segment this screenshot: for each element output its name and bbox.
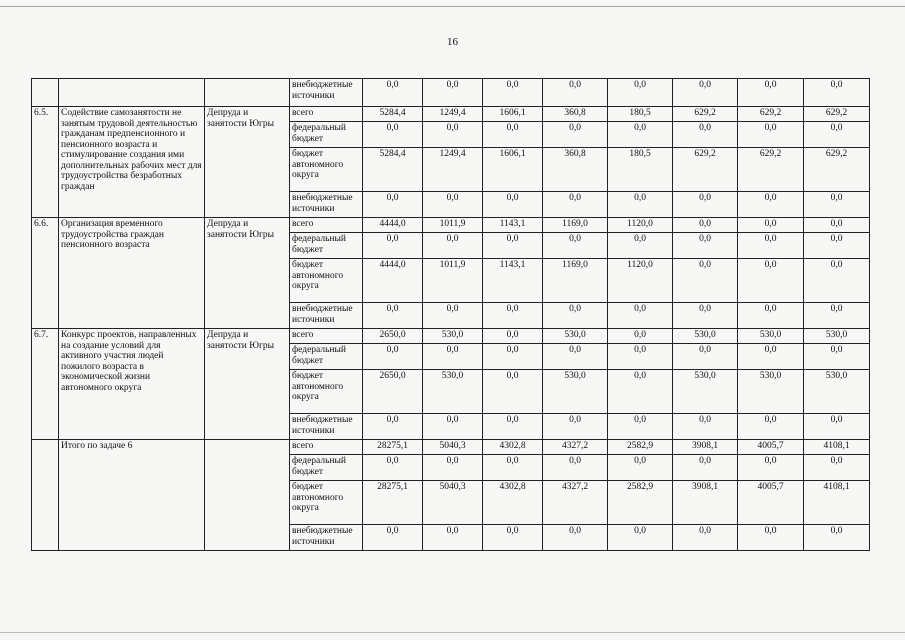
table-row <box>32 107 870 122</box>
value-cell: 530,0 <box>543 329 608 344</box>
value-cell: 1143,1 <box>483 259 543 303</box>
value-cell: 1143,1 <box>483 218 543 233</box>
value-cell: 0,0 <box>363 233 423 259</box>
value-cell: 0,0 <box>483 79 543 107</box>
value-cell: 0,0 <box>738 414 804 440</box>
value-cell: 0,0 <box>673 218 738 233</box>
value-cell: 0,0 <box>804 344 870 370</box>
value-cell: 0,0 <box>738 455 804 481</box>
value-cell: 1606,1 <box>483 148 543 192</box>
value-cell: 360,8 <box>543 148 608 192</box>
item-index: 6.6. <box>32 218 59 329</box>
value-cell: 0,0 <box>483 455 543 481</box>
value-cell: 2650,0 <box>363 370 423 414</box>
value-cell: 1169,0 <box>543 259 608 303</box>
name-cell <box>59 79 205 107</box>
value-cell: 0,0 <box>423 455 483 481</box>
value-cell: 3908,1 <box>673 481 738 525</box>
value-cell: 0,0 <box>363 344 423 370</box>
source-label: федеральный бюджет <box>290 344 363 370</box>
value-cell: 0,0 <box>543 79 608 107</box>
value-cell: 0,0 <box>738 344 804 370</box>
value-cell: 0,0 <box>804 79 870 107</box>
value-cell: 360,8 <box>543 107 608 122</box>
value-cell: 0,0 <box>608 455 673 481</box>
source-label: бюджет автономного округа <box>290 370 363 414</box>
value-cell: 2650,0 <box>363 329 423 344</box>
value-cell: 5040,3 <box>423 481 483 525</box>
scan-bottom-edge <box>0 632 905 633</box>
source-label: внебюджетные источники <box>290 303 363 329</box>
value-cell: 0,0 <box>738 525 804 551</box>
item-executor: Депруда и занятости Югры <box>205 218 290 329</box>
value-cell: 1120,0 <box>608 218 673 233</box>
value-cell: 0,0 <box>363 455 423 481</box>
value-cell: 0,0 <box>804 192 870 218</box>
source-label: внебюджетные источники <box>290 414 363 440</box>
value-cell: 530,0 <box>423 329 483 344</box>
value-cell: 0,0 <box>804 525 870 551</box>
idx-cell <box>32 79 59 107</box>
value-cell: 0,0 <box>738 259 804 303</box>
value-cell: 0,0 <box>608 370 673 414</box>
value-cell: 0,0 <box>673 192 738 218</box>
value-cell: 0,0 <box>804 259 870 303</box>
value-cell: 4108,1 <box>804 481 870 525</box>
value-cell: 0,0 <box>363 303 423 329</box>
value-cell: 180,5 <box>608 148 673 192</box>
item-index <box>32 440 59 551</box>
value-cell: 0,0 <box>483 370 543 414</box>
value-cell: 0,0 <box>608 122 673 148</box>
value-cell: 0,0 <box>543 344 608 370</box>
value-cell: 4302,8 <box>483 481 543 525</box>
value-cell: 0,0 <box>804 218 870 233</box>
value-cell: 0,0 <box>363 122 423 148</box>
value-cell: 0,0 <box>673 414 738 440</box>
value-cell: 0,0 <box>483 344 543 370</box>
value-cell: 4108,1 <box>804 440 870 455</box>
source-label: федеральный бюджет <box>290 233 363 259</box>
value-cell: 0,0 <box>423 79 483 107</box>
item-index: 6.5. <box>32 107 59 218</box>
value-cell: 0,0 <box>483 122 543 148</box>
value-cell: 0,0 <box>804 303 870 329</box>
value-cell: 530,0 <box>673 329 738 344</box>
value-cell: 0,0 <box>673 122 738 148</box>
value-cell: 0,0 <box>423 344 483 370</box>
value-cell: 0,0 <box>483 329 543 344</box>
value-cell: 0,0 <box>483 525 543 551</box>
value-cell: 629,2 <box>804 107 870 122</box>
value-cell: 1011,9 <box>423 259 483 303</box>
value-cell: 4444,0 <box>363 218 423 233</box>
continuation-row <box>32 79 870 107</box>
source-label: федеральный бюджет <box>290 122 363 148</box>
source-label: бюджет автономного округа <box>290 148 363 192</box>
value-cell: 530,0 <box>804 370 870 414</box>
value-cell: 1249,4 <box>423 148 483 192</box>
value-cell: 5284,4 <box>363 148 423 192</box>
value-cell: 0,0 <box>363 525 423 551</box>
value-cell: 0,0 <box>483 414 543 440</box>
value-cell: 0,0 <box>673 455 738 481</box>
item-index: 6.7. <box>32 329 59 440</box>
value-cell: 629,2 <box>804 148 870 192</box>
budget-table <box>31 78 870 551</box>
value-cell: 0,0 <box>804 122 870 148</box>
value-cell: 0,0 <box>423 233 483 259</box>
item-executor <box>205 440 290 551</box>
value-cell: 530,0 <box>423 370 483 414</box>
value-cell: 1120,0 <box>608 259 673 303</box>
value-cell: 2582,9 <box>608 440 673 455</box>
value-cell: 0,0 <box>608 525 673 551</box>
value-cell: 0,0 <box>608 79 673 107</box>
source-label: внебюджетные источники <box>290 192 363 218</box>
value-cell: 0,0 <box>608 414 673 440</box>
value-cell: 0,0 <box>673 525 738 551</box>
value-cell: 0,0 <box>483 192 543 218</box>
page-number: 16 <box>447 36 458 48</box>
item-name: Конкурс проектов, направленных на создание условий для активного участия людей пожилого возраста в экономической жизни автономного округа <box>59 329 205 440</box>
value-cell: 0,0 <box>543 455 608 481</box>
value-cell: 0,0 <box>608 344 673 370</box>
value-cell: 0,0 <box>543 192 608 218</box>
value-cell: 4327,2 <box>543 440 608 455</box>
value-cell: 0,0 <box>673 344 738 370</box>
value-cell: 629,2 <box>738 107 804 122</box>
value-cell: 0,0 <box>608 329 673 344</box>
value-cell: 0,0 <box>738 218 804 233</box>
value-cell: 0,0 <box>738 192 804 218</box>
value-cell: 0,0 <box>543 414 608 440</box>
value-cell: 0,0 <box>423 192 483 218</box>
item-executor: Депруда и занятости Югры <box>205 329 290 440</box>
value-cell: 0,0 <box>738 122 804 148</box>
value-cell: 0,0 <box>804 414 870 440</box>
value-cell: 0,0 <box>738 79 804 107</box>
value-cell: 28275,1 <box>363 440 423 455</box>
item-executor: Депруда и занятости Югры <box>205 107 290 218</box>
value-cell: 0,0 <box>423 303 483 329</box>
item-name: Организация временного трудоустройства граждан пенсионного возраста <box>59 218 205 329</box>
value-cell: 530,0 <box>543 370 608 414</box>
value-cell: 530,0 <box>804 329 870 344</box>
value-cell: 0,0 <box>543 233 608 259</box>
value-cell: 1169,0 <box>543 218 608 233</box>
value-cell: 4302,8 <box>483 440 543 455</box>
value-cell: 0,0 <box>363 192 423 218</box>
value-cell: 0,0 <box>423 414 483 440</box>
value-cell: 28275,1 <box>363 481 423 525</box>
value-cell: 1011,9 <box>423 218 483 233</box>
value-cell: 5284,4 <box>363 107 423 122</box>
executor-cell <box>205 79 290 107</box>
value-cell: 0,0 <box>804 233 870 259</box>
value-cell: 629,2 <box>673 148 738 192</box>
scan-top-edge <box>0 6 905 7</box>
value-cell: 0,0 <box>363 414 423 440</box>
table-row <box>32 329 870 344</box>
value-cell: 530,0 <box>673 370 738 414</box>
source-label: всего <box>290 218 363 233</box>
value-cell: 0,0 <box>483 233 543 259</box>
source-label: всего <box>290 329 363 344</box>
value-cell: 0,0 <box>423 525 483 551</box>
value-cell: 0,0 <box>608 303 673 329</box>
value-cell: 5040,3 <box>423 440 483 455</box>
value-cell: 0,0 <box>673 303 738 329</box>
value-cell: 4444,0 <box>363 259 423 303</box>
value-cell: 0,0 <box>483 303 543 329</box>
value-cell: 0,0 <box>673 79 738 107</box>
value-cell: 530,0 <box>738 329 804 344</box>
source-label: бюджет автономного округа <box>290 481 363 525</box>
value-cell: 0,0 <box>543 303 608 329</box>
source-label: внебюджетные источники <box>290 79 363 107</box>
value-cell: 629,2 <box>673 107 738 122</box>
value-cell: 4005,7 <box>738 440 804 455</box>
value-cell: 629,2 <box>738 148 804 192</box>
value-cell: 0,0 <box>608 233 673 259</box>
value-cell: 1249,4 <box>423 107 483 122</box>
value-cell: 0,0 <box>804 455 870 481</box>
source-label: всего <box>290 440 363 455</box>
item-name: Итого по задаче 6 <box>59 440 205 551</box>
value-cell: 2582,9 <box>608 481 673 525</box>
table-row <box>32 440 870 455</box>
value-cell: 3908,1 <box>673 440 738 455</box>
value-cell: 4005,7 <box>738 481 804 525</box>
source-label: федеральный бюджет <box>290 455 363 481</box>
value-cell: 0,0 <box>673 259 738 303</box>
value-cell: 0,0 <box>543 525 608 551</box>
budget-body <box>32 79 870 551</box>
value-cell: 0,0 <box>738 303 804 329</box>
value-cell: 180,5 <box>608 107 673 122</box>
value-cell: 0,0 <box>673 233 738 259</box>
table-row <box>32 218 870 233</box>
source-label: всего <box>290 107 363 122</box>
item-name: Содействие самозанятости не занятым трудовой деятельностью гражданам предпенсионного и пенсионного возраста и стимулирование создания ими дополнительных рабочих мест для трудоустройства безработных граждан <box>59 107 205 218</box>
source-label: внебюджетные источники <box>290 525 363 551</box>
value-cell: 0,0 <box>608 192 673 218</box>
value-cell: 0,0 <box>423 122 483 148</box>
value-cell: 0,0 <box>738 233 804 259</box>
value-cell: 0,0 <box>543 122 608 148</box>
value-cell: 1606,1 <box>483 107 543 122</box>
source-label: бюджет автономного округа <box>290 259 363 303</box>
value-cell: 0,0 <box>363 79 423 107</box>
value-cell: 4327,2 <box>543 481 608 525</box>
value-cell: 530,0 <box>738 370 804 414</box>
